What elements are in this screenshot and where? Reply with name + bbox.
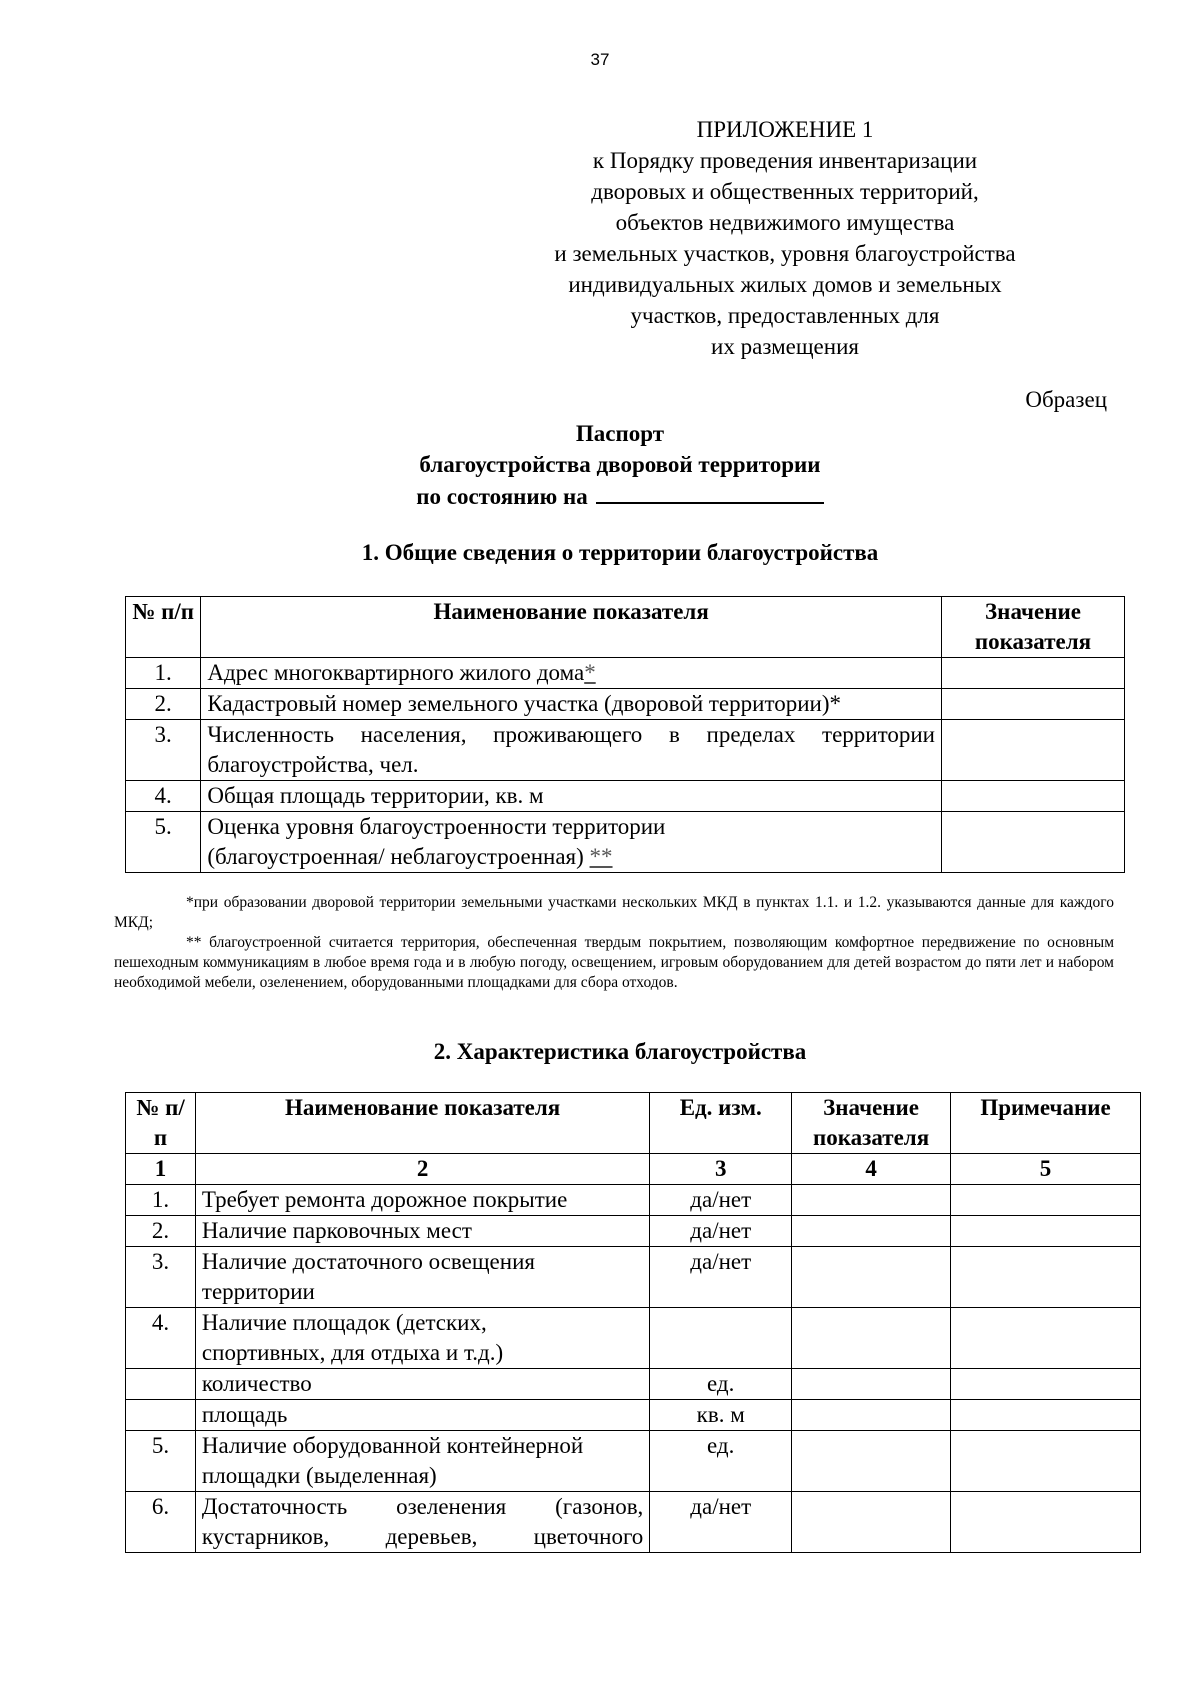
row-name-line: Оценка уровня благоустроенности территории bbox=[207, 814, 666, 839]
table-row bbox=[126, 1431, 1141, 1492]
value-cell[interactable] bbox=[792, 1247, 951, 1308]
header-num: № п/п bbox=[126, 597, 201, 658]
row-name: Адрес многоквартирного жилого дома bbox=[207, 660, 585, 685]
row-name-line: благоустройства, чел. bbox=[207, 752, 419, 777]
value-cell[interactable] bbox=[792, 1369, 951, 1400]
column-number-row bbox=[126, 1154, 1141, 1185]
section2-title: 2. Характеристика благоустройства bbox=[433, 1039, 807, 1064]
row-name: площадь bbox=[195, 1400, 649, 1431]
row-name-cell bbox=[195, 1492, 649, 1553]
row-num: 1. bbox=[126, 1185, 196, 1216]
table-row bbox=[126, 689, 1125, 720]
note-cell[interactable] bbox=[951, 1400, 1141, 1431]
appendix-line: их размещения bbox=[711, 334, 859, 359]
row-unit: кв. м bbox=[650, 1400, 792, 1431]
appendix-line: дворовых и общественных территорий, bbox=[591, 179, 979, 204]
row-unit: да/нет bbox=[650, 1185, 792, 1216]
row-name-line: Наличие оборудованной контейнерной bbox=[201, 1433, 584, 1458]
row-num: 1. bbox=[126, 658, 201, 689]
appendix-header bbox=[520, 114, 1050, 362]
row-unit: да/нет bbox=[650, 1216, 792, 1247]
row-name-line: территории bbox=[201, 1279, 315, 1304]
header-name: Наименование показателя bbox=[195, 1093, 649, 1154]
row-name: Общая площадь территории, кв. м bbox=[201, 781, 942, 812]
row-name-cell bbox=[201, 812, 942, 873]
row-num: 3. bbox=[126, 720, 201, 781]
page-number: 37 bbox=[590, 50, 610, 69]
table-row bbox=[126, 720, 1125, 781]
row-num bbox=[126, 1400, 196, 1431]
characteristics-table bbox=[125, 1092, 1141, 1553]
table-row bbox=[126, 1247, 1141, 1308]
table-row bbox=[126, 1308, 1141, 1369]
note-cell[interactable] bbox=[951, 1369, 1141, 1400]
footnote-mark: * bbox=[584, 660, 596, 685]
footnote-mark: ** bbox=[589, 844, 613, 869]
table-row bbox=[126, 1185, 1141, 1216]
row-name-line: кустарников, деревьев, цветочного bbox=[201, 1524, 644, 1549]
row-num: 2. bbox=[126, 689, 201, 720]
row-name-line: Наличие площадок (детских, bbox=[201, 1310, 487, 1335]
appendix-line: участков, предоставленных для bbox=[630, 303, 940, 328]
row-unit: да/нет bbox=[650, 1247, 792, 1308]
table-row bbox=[126, 658, 1125, 689]
row-name-cell bbox=[195, 1247, 649, 1308]
note-cell[interactable] bbox=[951, 1185, 1141, 1216]
row-num: 4. bbox=[126, 1308, 196, 1369]
value-cell[interactable] bbox=[792, 1216, 951, 1247]
table-row bbox=[126, 1216, 1141, 1247]
row-num: 5. bbox=[126, 1431, 196, 1492]
value-cell[interactable] bbox=[792, 1431, 951, 1492]
header-name: Наименование показателя bbox=[201, 597, 942, 658]
row-name-line: (благоустроенная/ неблагоустроенная) bbox=[207, 844, 584, 869]
header-unit: Ед. изм. bbox=[650, 1093, 792, 1154]
row-unit bbox=[650, 1308, 792, 1369]
note-cell[interactable] bbox=[951, 1216, 1141, 1247]
column-number: 4 bbox=[792, 1154, 951, 1185]
column-number: 5 bbox=[951, 1154, 1141, 1185]
row-name-cell bbox=[195, 1431, 649, 1492]
header-num: № п/п bbox=[126, 1093, 196, 1154]
sample-label: Образец bbox=[1025, 387, 1107, 412]
header-value: Значение показателя bbox=[792, 1093, 951, 1154]
row-name-line: Достаточность озеленения (газонов, bbox=[201, 1494, 644, 1519]
passport-title-block bbox=[330, 418, 910, 512]
appendix-line: к Порядку проведения инвентаризации bbox=[592, 148, 978, 173]
passport-state-label: по состоянию на bbox=[416, 484, 588, 509]
value-cell[interactable] bbox=[941, 781, 1124, 812]
appendix-line: и земельных участков, уровня благоустройства bbox=[554, 241, 1016, 266]
appendix-line: ПРИЛОЖЕНИЕ 1 bbox=[696, 117, 874, 142]
passport-subtitle: благоустройства дворовой территории bbox=[419, 452, 821, 477]
table-header-row bbox=[126, 597, 1125, 658]
row-name: Кадастровый номер земельного участка (дворовой территории)* bbox=[201, 689, 942, 720]
row-unit: ед. bbox=[650, 1369, 792, 1400]
header-note: Примечание bbox=[951, 1093, 1141, 1154]
value-cell[interactable] bbox=[792, 1308, 951, 1369]
row-name-line: площадки (выделенная) bbox=[201, 1463, 437, 1488]
row-name-line: Численность населения, проживающего в пределах территории bbox=[207, 722, 935, 747]
row-num: 5. bbox=[126, 812, 201, 873]
date-blank-field[interactable] bbox=[596, 480, 824, 504]
row-unit: да/нет bbox=[650, 1492, 792, 1553]
row-name-line-wrapper bbox=[207, 842, 935, 872]
note-cell[interactable] bbox=[951, 1308, 1141, 1369]
value-cell[interactable] bbox=[941, 812, 1124, 873]
passport-title: Паспорт bbox=[575, 421, 665, 446]
row-num bbox=[126, 1369, 196, 1400]
row-name: Наличие парковочных мест bbox=[195, 1216, 649, 1247]
table-row bbox=[126, 781, 1125, 812]
section1-title: 1. Общие сведения о территории благоустройства bbox=[361, 540, 879, 565]
appendix-line: индивидуальных жилых домов и земельных bbox=[568, 272, 1002, 297]
row-name: количество bbox=[195, 1369, 649, 1400]
row-num: 2. bbox=[126, 1216, 196, 1247]
row-name-cell bbox=[201, 720, 942, 781]
value-cell[interactable] bbox=[941, 720, 1124, 781]
footnote-1: *при образовании дворовой территории земельными участками нескольких МКД в пунктах 1.1. и 1.2. указываются данные для каждого МКД; bbox=[114, 894, 1114, 931]
value-cell[interactable] bbox=[792, 1400, 951, 1431]
footnotes bbox=[114, 893, 1114, 993]
footnote-2: ** благоустроенной считается территория, обеспеченная твердым покрытием, позволяющим комфортное передвижение по основным пешеходным коммуникациям в любое время года и в любую погоду, освещением, игровым оборудованием для детей возрастом до пяти лет и набором необходимой мебели, озеленением, оборудованными площадками для сбора отходов. bbox=[114, 934, 1114, 991]
general-info-table bbox=[125, 596, 1125, 873]
row-name-line: Наличие достаточного освещения bbox=[201, 1249, 535, 1274]
column-number: 3 bbox=[650, 1154, 792, 1185]
value-cell[interactable] bbox=[792, 1492, 951, 1553]
value-cell[interactable] bbox=[941, 689, 1124, 720]
header-value: Значение показателя bbox=[941, 597, 1124, 658]
row-name-cell bbox=[195, 1308, 649, 1369]
row-name-line: спортивных, для отдыха и т.д.) bbox=[201, 1340, 504, 1365]
row-name: Требует ремонта дорожное покрытие bbox=[195, 1185, 649, 1216]
note-cell[interactable] bbox=[951, 1492, 1141, 1553]
row-name-cell bbox=[201, 658, 942, 689]
passport-date-line bbox=[330, 480, 910, 512]
appendix-line: объектов недвижимого имущества bbox=[615, 210, 955, 235]
row-unit: ед. bbox=[650, 1431, 792, 1492]
table-row bbox=[126, 1369, 1141, 1400]
column-number: 1 bbox=[126, 1154, 196, 1185]
value-cell[interactable] bbox=[792, 1185, 951, 1216]
table-row bbox=[126, 812, 1125, 873]
column-number: 2 bbox=[195, 1154, 649, 1185]
row-num: 6. bbox=[126, 1492, 196, 1553]
value-cell[interactable] bbox=[941, 658, 1124, 689]
table-row bbox=[126, 1492, 1141, 1553]
table-row bbox=[126, 1400, 1141, 1431]
note-cell[interactable] bbox=[951, 1247, 1141, 1308]
row-num: 3. bbox=[126, 1247, 196, 1308]
table-header-row bbox=[126, 1093, 1141, 1154]
note-cell[interactable] bbox=[951, 1431, 1141, 1492]
row-num: 4. bbox=[126, 781, 201, 812]
